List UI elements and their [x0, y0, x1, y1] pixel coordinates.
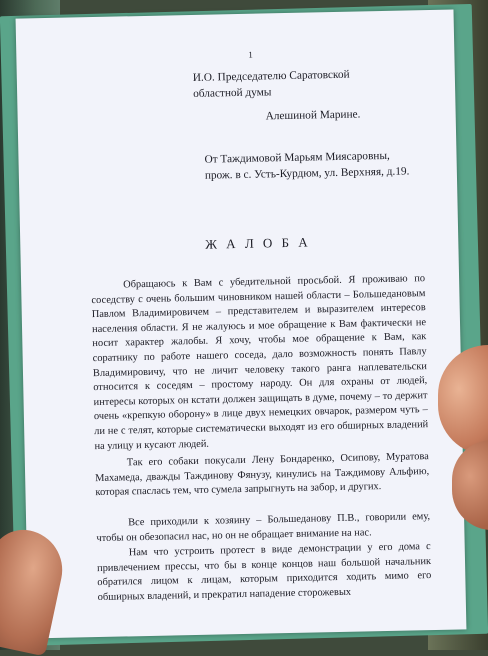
recipient-line-3: Алешиной Марине. — [265, 108, 361, 123]
paragraph-4: Нам что устроить протест в виде демонстрации у его дома с привлечением прессы, что бы в конце концов наш большой начальник обратился лицом к лицам, которым приходится ходить мимо его обширных владений, и прекратил нападение сторожевых — [96, 541, 432, 603]
paragraph-2: Так его собаки покусали Лену Бондаренко, Осипову, Муратова Махамеда, дважды Таждинову Фянузу, кинулись на Таждимову Альфию, которая спаслась тем, что сумела запрыгнуть на забор, и других. — [95, 451, 430, 499]
sender-line-1: От Таждимовой Марьям Миясаровны, — [204, 149, 390, 166]
sender-line-2: прож. в с. Усть-Курдюм, ул. Верхняя, д.19. — [204, 165, 410, 182]
recipient-line-2: областной думы — [193, 86, 272, 100]
paragraph-3: Все приходили к хозяину – Большеданову П.В., говорили ему, чтобы он обезопасил нас, но он не обращает внимание на нас. — [96, 511, 431, 544]
recipient-line-1: И.О. Председателю Саратовской — [192, 68, 350, 84]
document-title: Ж А Л О Б А — [205, 234, 311, 252]
paragraph-1: Обращаюсь к Вам с убедительной просьбой. Я проживаю по соседству с очень большим чиновником нашей области – Большедановым Павлом Владимировичем – представителем и выразителем интересов населения области. Я не жалуюсь и мое обращение к Вам фактически не носит характер жалобы. Я хочу, чтобы мое обращение к Вам, как соратнику по работе нашего соседа, дало возможность понять Павлу Владимировичу, что не личит человеку такого ранга наплевательски относится к соседям – простому народу. Он для охраны от людей, интересы которых он кстати должен защищать в думе, почему – то держит очень «крепкую оборону» в лице двух немецких овчарок, размером чуть – ли не с телят, которые систематически выходят из его обширных владений на улицу и кусают людей. — [91, 273, 429, 452]
page-number: 1 — [248, 49, 253, 60]
document-page — [16, 9, 467, 638]
